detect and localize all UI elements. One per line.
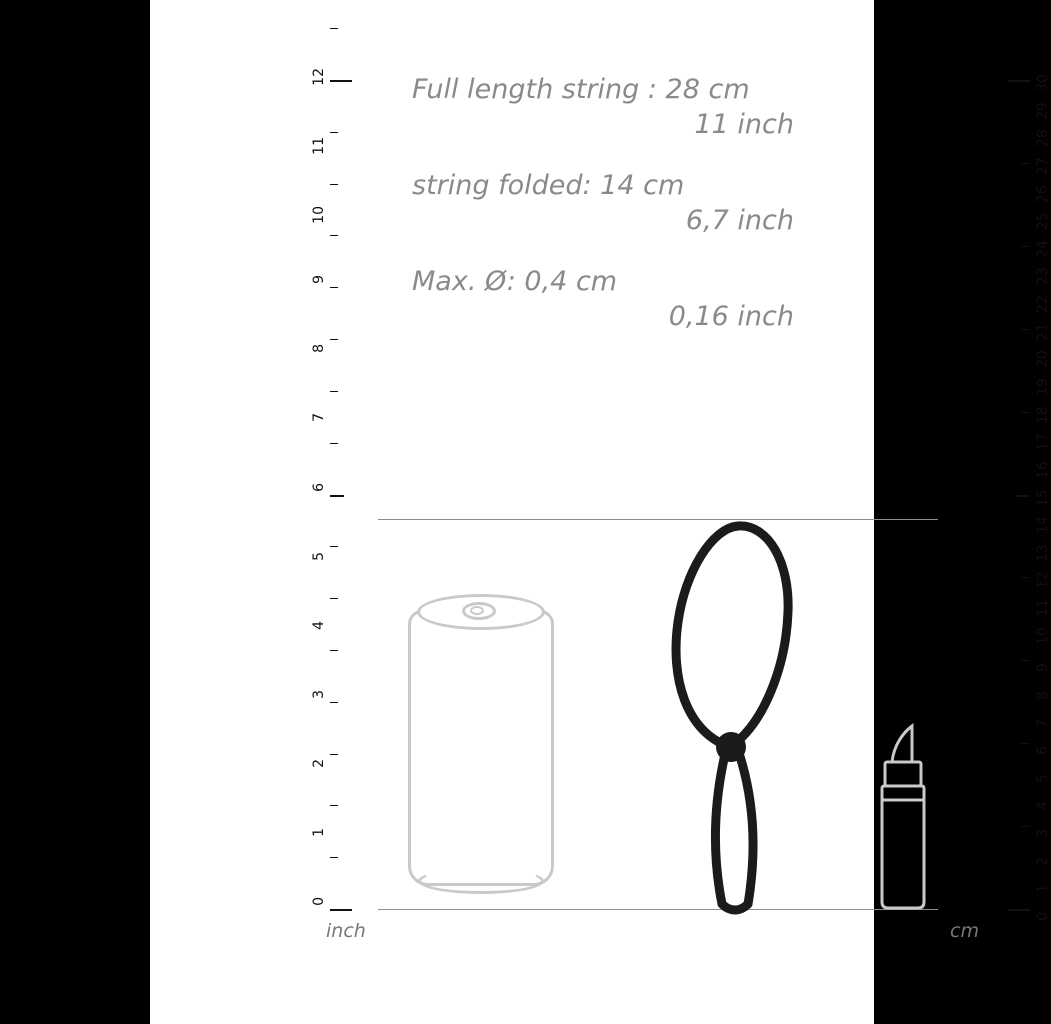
ruler-tick xyxy=(330,287,338,288)
ruler-tick xyxy=(1021,577,1030,578)
ruler-label: 6 xyxy=(311,482,327,492)
ruler-label: 21 xyxy=(1035,322,1051,341)
ruler-label: 5 xyxy=(311,551,327,561)
ruler-label: 26 xyxy=(1035,184,1051,203)
ruler-tick xyxy=(330,132,338,133)
lasso-loop xyxy=(676,526,788,747)
ruler-tick xyxy=(330,495,344,497)
spec-full-length-inch: 11 inch xyxy=(694,109,794,141)
ruler-label: 1 xyxy=(1035,884,1051,894)
ruler-label: 2 xyxy=(1035,856,1051,866)
ruler-label: 24 xyxy=(1035,239,1051,258)
ruler-label: 4 xyxy=(1035,801,1051,811)
ruler-tick xyxy=(1021,329,1030,330)
ruler-tick xyxy=(330,650,338,651)
ruler-label: 23 xyxy=(1035,267,1051,286)
ruler-label: 2 xyxy=(311,758,327,768)
ruler-label: 11 xyxy=(311,137,327,155)
ruler-tick xyxy=(1021,743,1030,744)
ruler-inch-caption: inch xyxy=(326,920,366,942)
ruler-tick xyxy=(330,546,338,547)
ruler-label: 5 xyxy=(1035,773,1051,783)
ruler-tick xyxy=(330,80,352,82)
ruler-label: 19 xyxy=(1035,378,1051,396)
spec-group-diameter xyxy=(412,264,842,334)
spec-group-full-length xyxy=(412,72,842,142)
lipstick-base xyxy=(882,800,924,908)
ruler-tick xyxy=(1021,660,1030,661)
ruler-label: 13 xyxy=(1035,543,1051,562)
ruler-label: 7 xyxy=(1035,718,1051,728)
ruler-label: 9 xyxy=(1035,663,1051,673)
ruler-tick xyxy=(330,702,338,703)
ruler-tick xyxy=(330,391,338,392)
ruler-label: 3 xyxy=(311,689,327,699)
ruler-tick xyxy=(330,754,338,755)
ruler-label: 30 xyxy=(1035,74,1051,92)
ruler-tick xyxy=(1008,909,1030,911)
ruler-centimeters xyxy=(950,0,1051,1024)
ruler-label: 7 xyxy=(311,413,327,423)
ruler-tick xyxy=(330,909,352,911)
lipstick-ring xyxy=(882,786,924,800)
ruler-label: 10 xyxy=(311,206,327,224)
ruler-tick xyxy=(330,443,338,444)
ruler-tick xyxy=(1021,412,1030,413)
ruler-label: 15 xyxy=(1035,488,1051,507)
lasso-tail-bottom xyxy=(722,904,748,910)
ruler-label: 8 xyxy=(1035,691,1051,700)
ruler-label: 25 xyxy=(1035,212,1051,231)
ruler-label: 6 xyxy=(1035,746,1051,756)
ruler-label: 22 xyxy=(1035,295,1051,314)
lasso-tail-right xyxy=(738,750,753,904)
adjustable-bead xyxy=(716,732,746,762)
specifications-text xyxy=(412,72,842,361)
ruler-label: 14 xyxy=(1035,516,1051,535)
ruler-label: 11 xyxy=(1035,599,1051,618)
silicone-lasso-ring xyxy=(630,500,830,912)
ruler-inches xyxy=(311,0,410,1024)
spec-diameter-inch: 0,16 inch xyxy=(668,301,794,333)
ruler-label: 4 xyxy=(311,620,327,630)
ruler-tick xyxy=(1021,246,1030,247)
ruler-tick xyxy=(330,857,338,858)
ruler-label: 18 xyxy=(1035,405,1051,424)
can-body xyxy=(408,610,554,886)
ruler-tick xyxy=(330,339,338,340)
spec-group-folded xyxy=(412,168,842,238)
ruler-tick xyxy=(330,235,338,236)
ruler-label: 3 xyxy=(1035,829,1051,839)
ruler-tick xyxy=(330,805,338,806)
ruler-label: 17 xyxy=(1035,433,1051,452)
ruler-cm-caption: cm xyxy=(950,920,979,942)
can-tab-hole xyxy=(470,606,484,615)
spec-full-length-cm: Full length string : 28 cm xyxy=(412,74,750,105)
ruler-label: 10 xyxy=(1035,626,1051,645)
spec-folded-cm: string folded: 14 cm xyxy=(412,170,685,202)
lipstick-silhouette xyxy=(872,722,934,910)
ruler-label: 27 xyxy=(1035,157,1051,175)
ruler-tick xyxy=(330,28,338,29)
ruler-label: 12 xyxy=(1035,571,1051,590)
ruler-label: 28 xyxy=(1035,129,1051,148)
ruler-label: 16 xyxy=(1035,461,1051,479)
spec-folded-inch: 6,7 inch xyxy=(685,205,794,237)
ruler-tick xyxy=(1016,495,1030,497)
soda-can-silhouette xyxy=(408,588,558,910)
product-size-chart xyxy=(150,0,1051,1024)
ruler-label: 8 xyxy=(311,344,327,354)
ruler-tick xyxy=(1008,80,1030,82)
ruler-label: 9 xyxy=(311,275,327,285)
ruler-label: 29 xyxy=(1035,101,1051,120)
ruler-tick xyxy=(1021,826,1030,827)
lipstick-collar xyxy=(885,762,921,786)
ruler-label: 20 xyxy=(1035,350,1051,369)
spec-diameter-cm: Max. Ø: 0,4 cm xyxy=(412,266,618,298)
ruler-label: 0 xyxy=(1035,912,1051,921)
ruler-tick xyxy=(1021,163,1030,164)
lipstick-bullet xyxy=(892,726,912,762)
ruler-label: 12 xyxy=(311,68,327,86)
can-bottom xyxy=(418,868,544,894)
ruler-tick xyxy=(330,598,338,599)
ruler-label: 0 xyxy=(311,897,327,906)
lasso-tail-left xyxy=(715,750,726,904)
ruler-tick xyxy=(330,184,338,185)
ruler-label: 1 xyxy=(311,827,327,837)
